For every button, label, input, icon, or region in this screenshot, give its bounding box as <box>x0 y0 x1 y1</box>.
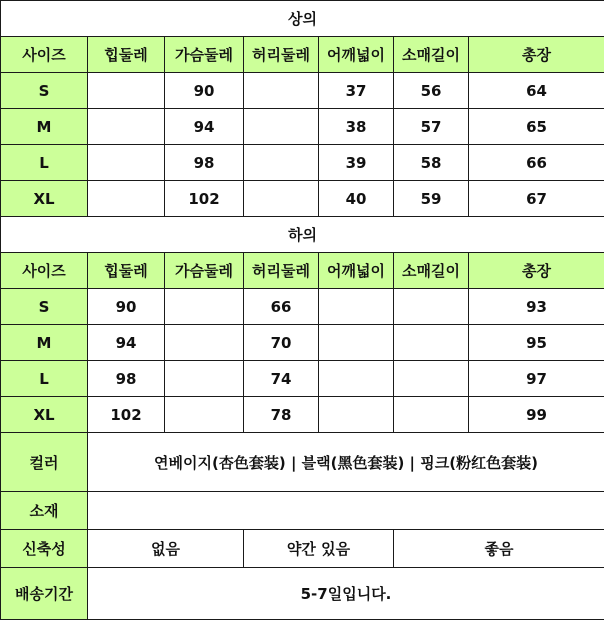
cell-length: 95 <box>469 325 604 361</box>
cell-length: 64 <box>469 73 604 109</box>
delivery-label: 배송기간 <box>1 568 88 620</box>
header-chest: 가슴둘레 <box>165 37 244 73</box>
cell-sleeve <box>394 397 469 433</box>
cell-hip: 94 <box>88 325 165 361</box>
color-row <box>1 433 604 492</box>
color-value: 연베이지(杏色套装) | 블랙(黑色套装) | 핑크(粉红色套装) <box>88 433 604 492</box>
table-row <box>1 73 604 109</box>
cell-hip: 98 <box>88 361 165 397</box>
cell-chest: 94 <box>165 109 244 145</box>
header-shoulder: 어깨넓이 <box>319 253 394 289</box>
cell-chest: 102 <box>165 181 244 217</box>
cell-chest <box>165 325 244 361</box>
cell-length: 66 <box>469 145 604 181</box>
size-label: L <box>1 145 88 181</box>
top-header-row <box>1 37 604 73</box>
cell-length: 97 <box>469 361 604 397</box>
header-length: 총장 <box>469 37 604 73</box>
table-row <box>1 181 604 217</box>
material-label: 소재 <box>1 492 88 530</box>
cell-hip <box>88 109 165 145</box>
cell-sleeve: 57 <box>394 109 469 145</box>
cell-shoulder <box>319 397 394 433</box>
cell-hip: 90 <box>88 289 165 325</box>
material-value <box>88 492 604 530</box>
bottom-header-row <box>1 253 604 289</box>
header-sleeve: 소매길이 <box>394 37 469 73</box>
top-section-title: 상의 <box>1 1 604 37</box>
cell-sleeve <box>394 289 469 325</box>
size-label: M <box>1 325 88 361</box>
cell-hip <box>88 181 165 217</box>
cell-shoulder: 38 <box>319 109 394 145</box>
cell-sleeve: 56 <box>394 73 469 109</box>
delivery-value: 5-7일입니다. <box>88 568 604 620</box>
stretch-option-some: 약간 있음 <box>244 530 394 568</box>
cell-shoulder <box>319 361 394 397</box>
cell-hip <box>88 73 165 109</box>
cell-shoulder: 40 <box>319 181 394 217</box>
cell-waist: 74 <box>244 361 319 397</box>
header-shoulder: 어깨넓이 <box>319 37 394 73</box>
color-label: 컬러 <box>1 433 88 492</box>
cell-sleeve: 58 <box>394 145 469 181</box>
size-label: L <box>1 361 88 397</box>
table-row <box>1 325 604 361</box>
bottom-section-title: 하의 <box>1 217 604 253</box>
cell-shoulder: 37 <box>319 73 394 109</box>
size-label: XL <box>1 181 88 217</box>
cell-shoulder: 39 <box>319 145 394 181</box>
header-hip: 힙둘레 <box>88 37 165 73</box>
table-row <box>1 361 604 397</box>
table-row <box>1 289 604 325</box>
cell-length: 65 <box>469 109 604 145</box>
cell-sleeve <box>394 325 469 361</box>
header-waist: 허리둘레 <box>244 253 319 289</box>
size-label: S <box>1 73 88 109</box>
cell-waist <box>244 145 319 181</box>
size-label: S <box>1 289 88 325</box>
header-length: 총장 <box>469 253 604 289</box>
header-waist: 허리둘레 <box>244 37 319 73</box>
cell-hip <box>88 145 165 181</box>
cell-shoulder <box>319 289 394 325</box>
cell-sleeve <box>394 361 469 397</box>
cell-waist: 66 <box>244 289 319 325</box>
stretch-option-good: 좋음 <box>394 530 604 568</box>
cell-length: 93 <box>469 289 604 325</box>
header-size: 사이즈 <box>1 253 88 289</box>
cell-length: 99 <box>469 397 604 433</box>
stretch-option-none: 없음 <box>88 530 244 568</box>
table-row <box>1 109 604 145</box>
header-size: 사이즈 <box>1 37 88 73</box>
size-label: M <box>1 109 88 145</box>
stretch-row <box>1 530 604 568</box>
cell-sleeve: 59 <box>394 181 469 217</box>
cell-waist <box>244 109 319 145</box>
cell-length: 67 <box>469 181 604 217</box>
cell-waist: 78 <box>244 397 319 433</box>
cell-chest: 90 <box>165 73 244 109</box>
cell-chest <box>165 361 244 397</box>
cell-chest <box>165 289 244 325</box>
header-sleeve: 소매길이 <box>394 253 469 289</box>
cell-waist: 70 <box>244 325 319 361</box>
table-row <box>1 145 604 181</box>
cell-chest: 98 <box>165 145 244 181</box>
cell-chest <box>165 397 244 433</box>
stretch-label: 신축성 <box>1 530 88 568</box>
material-row <box>1 492 604 530</box>
header-hip: 힙둘레 <box>88 253 165 289</box>
header-chest: 가슴둘레 <box>165 253 244 289</box>
cell-hip: 102 <box>88 397 165 433</box>
cell-waist <box>244 73 319 109</box>
cell-waist <box>244 181 319 217</box>
table-row <box>1 397 604 433</box>
cell-shoulder <box>319 325 394 361</box>
delivery-row <box>1 568 604 620</box>
size-label: XL <box>1 397 88 433</box>
